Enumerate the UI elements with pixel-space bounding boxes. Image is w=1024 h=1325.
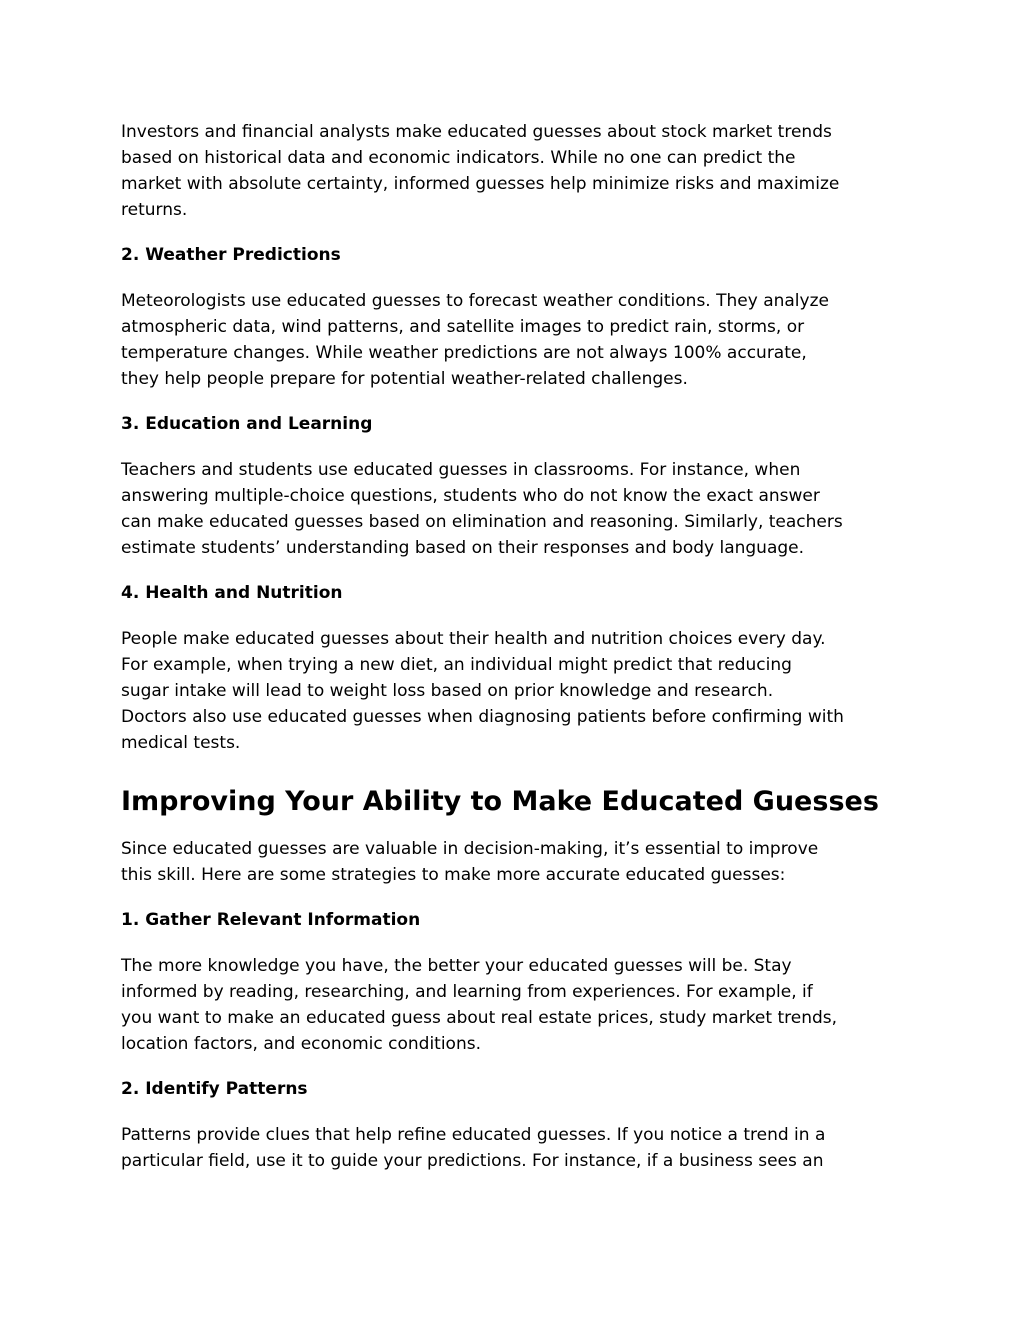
weather-predictions-paragraph: Meteorologists use educated guesses to forecast weather conditions. They analyze atmospheric data, wind patterns, and satellite images to predict rain, storms, or temperature changes. While weather predictions are not always 100% accurate, they help people prepare for potential weather-related challenges.: [121, 291, 829, 389]
document-page: [121, 119, 911, 1174]
weather-predictions-heading: 2. Weather Predictions: [121, 245, 341, 265]
health-nutrition-paragraph: People make educated guesses about their health and nutrition choices every day. For example, when trying a new diet, an individual might predict that reducing sugar intake will lead to weight loss based on prior knowledge and research. Doctors also use educated guesses when diagnosing patients before confirming with medical tests.: [121, 629, 844, 753]
stock-market-paragraph: Investors and financial analysts make educated guesses about stock market trends based on historical data and economic indicators. While no one can predict the market with absolute certainty, informed guesses help minimize risks and maximize returns.: [121, 122, 840, 220]
gather-information-heading: 1. Gather Relevant Information: [121, 910, 421, 930]
identify-patterns-heading: 2. Identify Patterns: [121, 1079, 308, 1099]
education-learning-paragraph: Teachers and students use educated guesses in classrooms. For instance, when answering multiple-choice questions, students who do not know the exact answer can make educated guesses based on elimination and reasoning. Similarly, teachers estimate students’ understanding based on their responses and body language.: [121, 460, 843, 558]
gather-information-paragraph: The more knowledge you have, the better your educated guesses will be. Stay informed by reading, researching, and learning from experiences. For example, if you want to make an educated guess about real estate prices, study market trends, location factors, and economic conditions.: [121, 956, 838, 1054]
education-learning-heading: 3. Education and Learning: [121, 414, 373, 434]
improving-ability-heading: Improving Your Ability to Make Educated Guesses: [121, 786, 879, 817]
improving-ability-paragraph: Since educated guesses are valuable in decision-making, it’s essential to improve this skill. Here are some strategies to make more accurate educated guesses:: [121, 839, 819, 885]
identify-patterns-paragraph: Patterns provide clues that help refine educated guesses. If you notice a trend in a particular field, use it to guide your predictions. For instance, if a business sees an: [121, 1125, 826, 1171]
health-nutrition-heading: 4. Health and Nutrition: [121, 583, 343, 603]
